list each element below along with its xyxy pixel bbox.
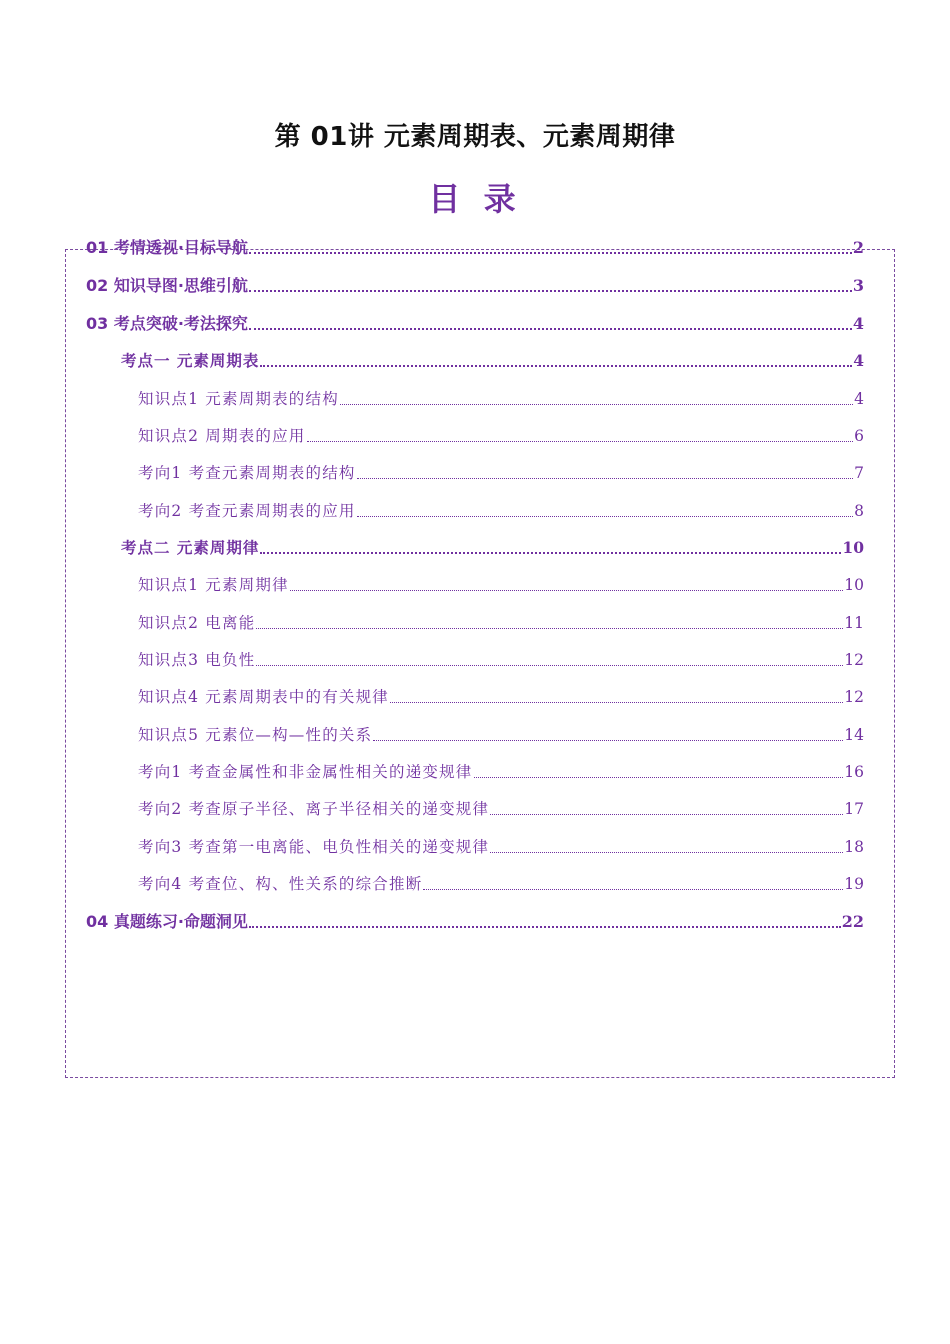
toc-entry-label: 考向2 考查元素周期表的应用: [138, 502, 356, 520]
toc-page-number: 19: [844, 875, 864, 893]
toc-page-number: 18: [844, 838, 864, 856]
toc-entry-label: 考点一 元素周期表: [121, 351, 260, 370]
toc-entry-zhenti[interactable]: [86, 910, 864, 934]
toc-entry-label: 02 知识导图·思维引航: [86, 276, 248, 295]
toc-page-number: 17: [844, 800, 864, 818]
toc-page-number: 4: [854, 390, 864, 408]
toc-page-number: 14: [844, 726, 864, 744]
toc-entry-label: 知识点2 周期表的应用: [138, 427, 306, 445]
toc-dot-leader: [249, 328, 852, 330]
toc-dot-leader: [260, 552, 841, 554]
toc-dot-leader: [490, 852, 843, 853]
toc-entry-zhishi-daotu[interactable]: [86, 274, 864, 298]
toc-page-number: 16: [844, 763, 864, 781]
toc-dot-leader: [256, 628, 843, 629]
toc-entry-label: 知识点4 元素周期表中的有关规律: [138, 688, 389, 706]
toc-dot-leader: [249, 290, 852, 292]
toc-entry-zhishidian-2-5[interactable]: [138, 723, 864, 747]
toc-page-number: 2: [852, 238, 864, 257]
toc-entry-kaodian-tupo[interactable]: [86, 312, 864, 336]
toc-entry-kaodian-1[interactable]: [121, 349, 864, 373]
toc-entry-label: 考点二 元素周期律: [121, 538, 260, 557]
toc-dot-leader: [307, 441, 854, 442]
toc-dot-leader: [256, 665, 843, 666]
toc-page-number: 10: [844, 576, 864, 594]
toc-entry-zhishidian-2-4[interactable]: [138, 685, 864, 709]
toc-entry-label: 考向1 考查金属性和非金属性相关的递变规律: [138, 763, 473, 781]
toc-entry-label: 知识点5 元素位—构—性的关系: [138, 726, 373, 744]
toc-page-number: 11: [844, 614, 864, 632]
toc-entry-kaoxiang-2-2[interactable]: [138, 797, 864, 821]
toc-entry-kaoxiang-1-2[interactable]: [138, 499, 864, 523]
toc-entry-kaoxiang-2-4[interactable]: [138, 872, 864, 896]
toc-dot-leader: [357, 478, 854, 479]
toc-entry-label: 01 考情透视·目标导航: [86, 238, 248, 257]
toc-entry-zhishidian-1-2[interactable]: [138, 424, 864, 448]
toc-dot-leader: [474, 777, 844, 778]
toc-dot-leader: [390, 702, 843, 703]
toc-page-number: 4: [852, 314, 864, 333]
toc-dot-leader: [490, 814, 843, 815]
toc-entry-label: 03 考点突破·考法探究: [86, 314, 248, 333]
toc-dot-leader: [357, 516, 854, 517]
toc-dot-leader: [249, 926, 841, 928]
toc-page-number: 6: [854, 427, 864, 445]
toc-entry-kaodian-2[interactable]: [121, 536, 864, 560]
toc-dot-leader: [249, 252, 852, 254]
toc-dot-leader: [373, 740, 843, 741]
toc-page-number: 3: [852, 276, 864, 295]
toc-entry-label: 考向1 考查元素周期表的结构: [138, 464, 356, 482]
toc-entry-label: 知识点1 元素周期表的结构: [138, 390, 339, 408]
toc-entry-label: 知识点2 电离能: [138, 614, 256, 632]
toc-dot-leader: [423, 889, 843, 890]
toc-entry-zhishidian-2-2[interactable]: [138, 611, 864, 635]
toc-entry-label: 考向3 考查第一电离能、电负性相关的递变规律: [138, 838, 490, 856]
toc-dot-leader: [290, 590, 843, 591]
toc-entry-label: 知识点1 元素周期律: [138, 576, 289, 594]
toc-entry-zhishidian-2-1[interactable]: [138, 573, 864, 597]
toc-page-number: 12: [844, 651, 864, 669]
document-title: 第 01讲 元素周期表、元素周期律: [274, 122, 676, 152]
toc-dot-leader: [340, 404, 853, 405]
toc-entry-label: 考向4 考查位、构、性关系的综合推断: [138, 875, 423, 893]
toc-entry-kaoxiang-1-1[interactable]: [138, 461, 864, 485]
toc-page-number: 22: [841, 912, 864, 931]
toc-entry-zhishidian-1-1[interactable]: [138, 387, 864, 411]
toc-heading: 目 录: [428, 180, 522, 218]
toc-page-number: 4: [853, 351, 864, 370]
toc-page-number: 10: [842, 538, 864, 557]
toc-dot-leader: [260, 365, 852, 367]
toc-page-number: 7: [854, 464, 864, 482]
toc-entry-label: 04 真题练习·命题洞见: [86, 912, 248, 931]
toc-entry-label: 考向2 考查原子半径、离子半径相关的递变规律: [138, 800, 490, 818]
toc-page-number: 8: [854, 502, 864, 520]
toc-entry-kaoxiang-2-3[interactable]: [138, 835, 864, 859]
toc-page-number: 12: [844, 688, 864, 706]
toc-entry-label: 知识点3 电负性: [138, 651, 256, 669]
toc-entry-zhishidian-2-3[interactable]: [138, 648, 864, 672]
toc-entry-kaoqing[interactable]: [86, 236, 864, 260]
toc-entry-kaoxiang-2-1[interactable]: [138, 760, 864, 784]
